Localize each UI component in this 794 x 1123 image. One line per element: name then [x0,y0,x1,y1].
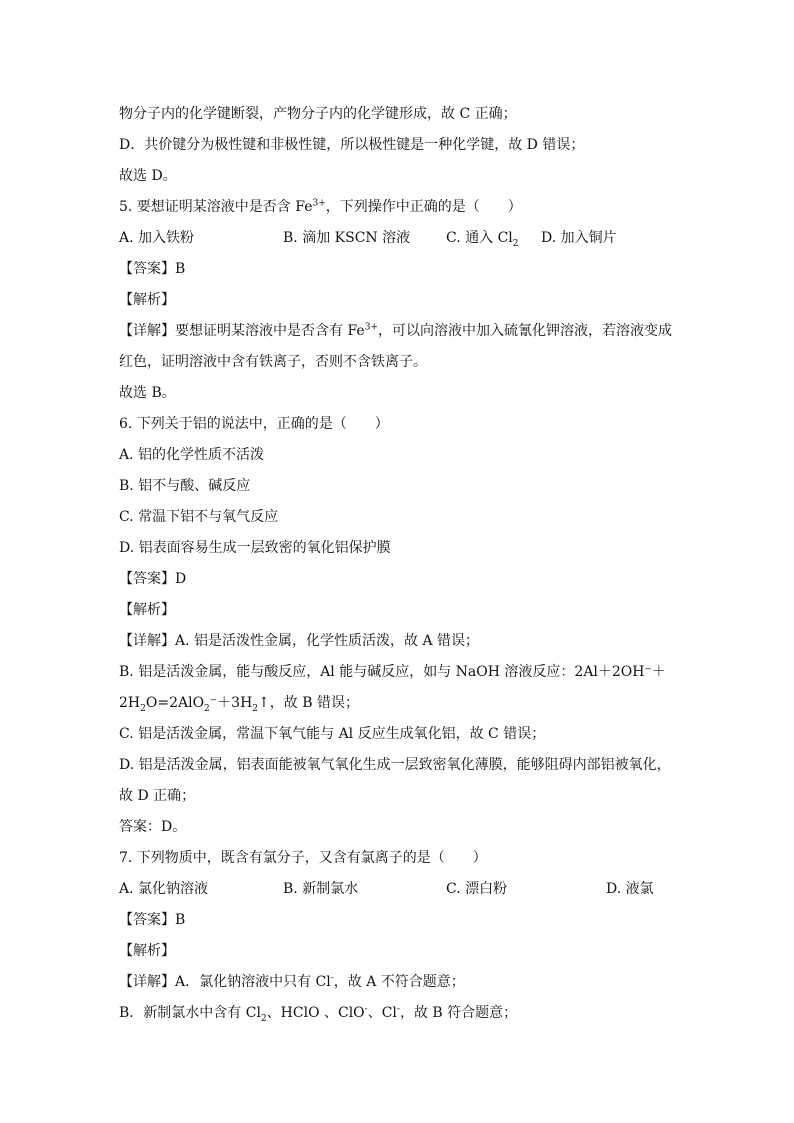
detail-line: B. 铝是活泼金属，能与酸反应，Al 能与碱反应，如与 NaOH 溶液反应：2Al＋2OH⁻＋ [119,664,666,680]
option-d: D. 液氯 [606,881,654,897]
question-7-stem: 7. 下列物质中，既含有氯分子，又含有氯离子的是（ ） [119,850,487,866]
detail-line [119,1004,517,1022]
conclusion-line: 故选 B。 [119,385,176,401]
option-a: A. 加入铁粉 [119,230,195,246]
text: 5. 要想证明某溶液中是否含 Fe [119,199,313,215]
superscript: - [364,1004,368,1015]
option-a: A. 氯化钠溶液 [119,881,209,897]
subscript: 2 [260,1013,267,1024]
text-line: 物分子内的化学键断裂，产物分子内的化学键形成，故 C 正确； [119,106,517,122]
detail-line: 【详解】A. 铝是活泼性金属，化学性质活泼，故 A 错误； [119,633,480,649]
option-c: C. 漂白粉 [446,881,508,897]
text-line: D．共价键分为极性键和非极性键，所以极性键是一种化学键，故 D 错误； [119,137,585,153]
question-5-stem [119,198,522,216]
option-d: D. 铝表面容易生成一层致密的氧化铝保护膜 [119,540,391,556]
text: 2H [119,695,141,711]
answer-label: 【答案】D [119,571,187,587]
detail-line [119,973,465,991]
text: C. 通入 Cl [446,230,513,246]
superscript: 3+ [312,198,326,209]
text: 、Cl [367,1005,397,1021]
superscript: - [330,973,334,984]
text: ⁻＋3H [209,695,253,711]
option-b: B. 新制氯水 [283,881,359,897]
superscript: 3+ [364,322,378,333]
analysis-label: 【解析】 [119,292,175,308]
text: O=2AlO [145,695,205,711]
question-6-stem: 6. 下列关于铝的说法中，正确的是（ ） [119,416,389,432]
text: ↑，故 B 错误； [258,695,359,711]
option-c: C. 常温下铝不与氧气反应 [119,509,279,525]
option-c [446,229,519,247]
subscript: 2 [140,703,146,714]
text: B．新制氯水中含有 Cl [119,1005,261,1021]
conclusion-line: 答案：D。 [119,819,187,835]
answer-label: 【答案】B [119,912,186,928]
answer-label: 【答案】B [119,261,186,277]
equation-line [119,694,359,712]
option-b: B. 滴加 KSCN 溶液 [283,230,411,246]
subscript: 2 [204,703,210,714]
text: 【详解】要想证明某溶液中是否含有 Fe [119,323,365,339]
detail-line [119,322,672,340]
detail-line: C. 铝是活泼金属，常温下氧气能与 Al 反应生成氧化铝，故 C 错误； [119,726,546,742]
analysis-label: 【解析】 [119,602,175,618]
superscript: - [396,1004,400,1015]
detail-line: 红色，证明溶液中含有铁离子，否则不含铁离子。 [119,354,427,370]
analysis-label: 【解析】 [119,943,175,959]
option-d: D. 加入铜片 [541,230,617,246]
subscript: 2 [252,703,259,714]
detail-line: 故 D 正确； [119,788,196,804]
option-a: A. 铝的化学性质不活泼 [119,447,265,463]
text: ，故 B 符合题意； [399,1005,518,1021]
subscript: 2 [512,238,519,249]
text: 【详解】A．氯化钠溶液中只有 Cl [119,974,331,990]
text: 、HClO 、ClO [266,1005,365,1021]
text-line: 故选 D。 [119,168,177,184]
option-b: B. 铝不与酸、碱反应 [119,478,251,494]
detail-line: D. 铝是活泼金属，铝表面能被氧气氧化生成一层致密氧化薄膜，能够阻碍内部铝被氧化， [119,757,671,773]
text: ，故 A 不符合题意； [333,974,465,990]
text: ，下列操作中正确的是（ ） [325,199,522,215]
text: ，可以向溶液中加入硫氰化钾溶液，若溶液变成 [377,323,672,339]
